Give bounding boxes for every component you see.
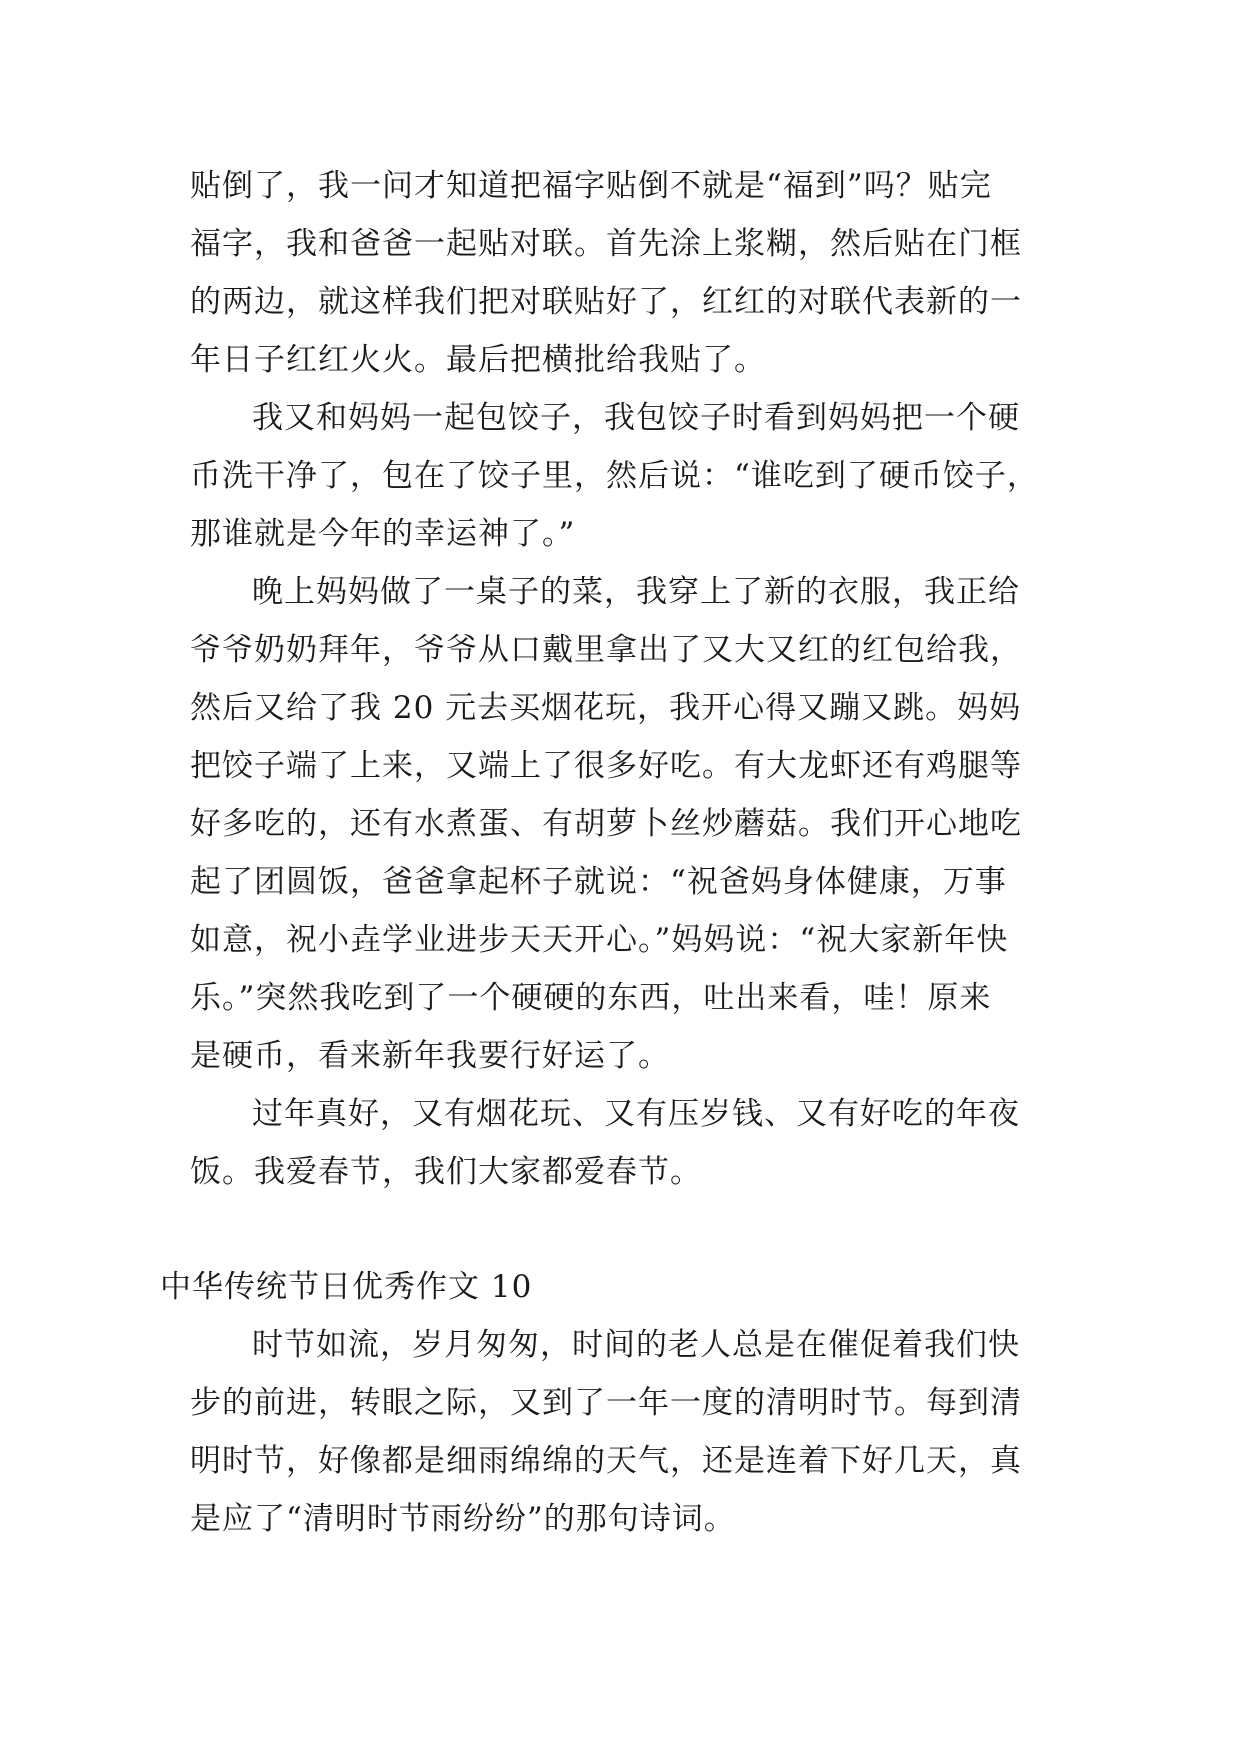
paragraph-line: 把饺子端了上来，又端上了很多好吃。有大龙虾还有鸡腿等 <box>190 748 1022 784</box>
paragraph-line: 起了团圆饭，爸爸拿起杯子就说：“祝爸妈身体健康，万事 <box>190 864 1007 900</box>
paragraph-2 <box>190 389 1050 563</box>
paragraph-4 <box>190 1085 1050 1201</box>
paragraph-line: 年日子红红火火。最后把横批给我贴了。 <box>190 342 766 378</box>
paragraph-line: 我又和妈妈一起包饺子，我包饺子时看到妈妈把一个硬 <box>252 400 1020 436</box>
paragraph-line: 然后又给了我 20 元去买烟花玩，我开心得又蹦又跳。妈妈 <box>190 690 1022 726</box>
paragraph-line: 时节如流，岁月匆匆，时间的老人总是在催促着我们快 <box>252 1327 1020 1363</box>
paragraph-1 <box>190 157 1050 389</box>
paragraph-line: 晚上妈妈做了一桌子的菜，我穿上了新的衣服，我正给 <box>252 574 1020 610</box>
paragraph-line: 福字，我和爸爸一起贴对联。首先涂上浆糊，然后贴在门框 <box>190 226 1022 262</box>
section-paragraph <box>190 1316 1050 1548</box>
paragraph-line: 饭。我爱春节，我们大家都爱春节。 <box>190 1154 702 1190</box>
paragraph-line: 那谁就是今年的幸运神了。” <box>190 516 576 552</box>
paragraph-line: 是硬币，看来新年我要行好运了。 <box>190 1038 670 1074</box>
paragraph-line: 过年真好，又有烟花玩、又有压岁钱、又有好吃的年夜 <box>252 1096 1020 1132</box>
paragraph-line: 步的前进，转眼之际，又到了一年一度的清明时节。每到清 <box>190 1385 1022 1421</box>
paragraph-line: 币洗干净了，包在了饺子里，然后说：“谁吃到了硬币饺子， <box>190 458 1039 494</box>
section-heading: 中华传统节日优秀作文 10 <box>160 1269 533 1305</box>
paragraph-line: 贴倒了，我一问才知道把福字贴倒不就是“福到”吗？贴完 <box>190 168 992 204</box>
paragraph-line: 明时节，好像都是细雨绵绵的天气，还是连着下好几天，真 <box>190 1443 1022 1479</box>
paragraph-3 <box>190 563 1050 1085</box>
paragraph-line: 如意，祝小垚学业进步天天开心。”妈妈说：“祝大家新年快 <box>190 922 1009 958</box>
paragraph-line: 的两边，就这样我们把对联贴好了，红红的对联代表新的一 <box>190 284 1022 320</box>
paragraph-line: 爷爷奶奶拜年，爷爷从口戴里拿出了又大又红的红包给我， <box>190 632 1022 668</box>
paragraph-line: 乐。”突然我吃到了一个硬硬的东西，吐出来看，哇！原来 <box>190 980 992 1016</box>
paragraph-line: 好多吃的，还有水煮蛋、有胡萝卜丝炒蘑菇。我们开心地吃 <box>190 806 1022 842</box>
paragraph-line: 是应了“清明时节雨纷纷”的那句诗词。 <box>190 1501 736 1537</box>
